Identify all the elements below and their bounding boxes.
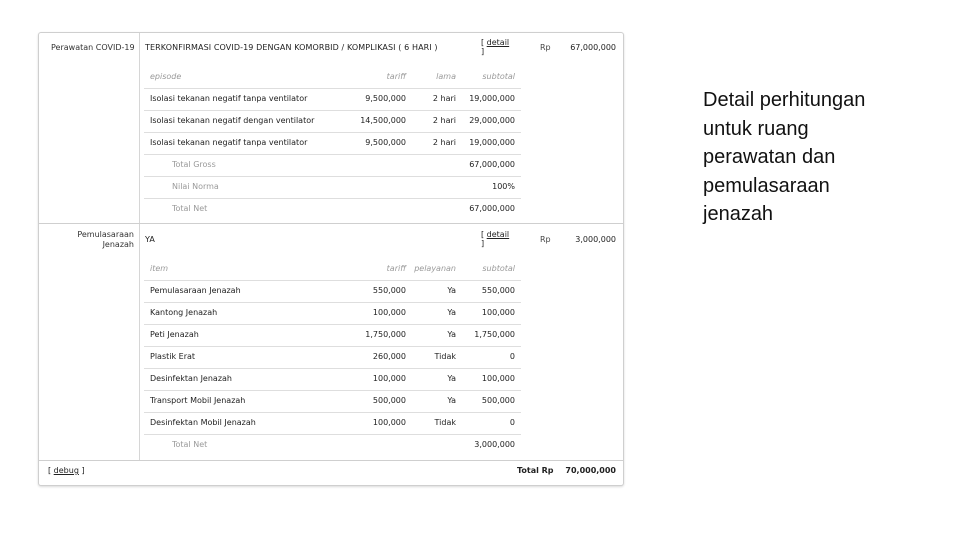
section2-label-line2: Jenazah [102,240,134,249]
section2-currency: Rp [540,235,551,244]
episode-lama: 2 hari [432,138,456,147]
bracket-close: ] [481,239,485,248]
section-divider [139,33,140,223]
item-pelayanan: Ya [447,286,456,295]
item-pelayanan: Ya [447,396,456,405]
item-name: Pemulasaraan Jenazah [150,286,241,295]
caption-line: Detail perhitungan [703,89,866,111]
section1-title: TERKONFIRMASI COVID-19 DENGAN KOMORBID / KOMPLIKASI ( 6 HARI ) [145,43,438,52]
item-tariff: 260,000 [372,352,406,361]
episode-subtotal: 19,000,000 [469,94,515,103]
header-subtotal: subtotal [482,72,515,81]
summary-row-total-net [144,434,521,456]
item-tariff: 550,000 [372,286,406,295]
table-row [144,110,521,133]
item-name: Transport Mobil Jenazah [150,396,246,405]
section1-label: Perawatan COVID-19 [51,43,135,52]
header-tariff: tariff [386,72,406,81]
header-subtotal: subtotal [482,264,515,273]
bracket-open: [ [481,230,485,239]
claim-detail-panel [38,32,624,486]
section-separator [39,223,623,224]
item-pelayanan: Ya [447,308,456,317]
episode-tariff: 9,500,000 [365,94,406,103]
table-row [144,302,521,325]
summary-value: 3,000,000 [474,440,515,449]
summary-row-total-gross [144,154,521,177]
bracket-open: [ [481,38,485,47]
caption-line: untuk ruang [703,117,809,140]
episode-name: Isolasi tekanan negatif dengan ventilator [150,116,315,125]
item-tariff: 100,000 [372,374,406,383]
summary-row-total-net [144,198,521,220]
header-pelayanan: pelayanan [414,264,456,273]
header-item: item [150,264,169,273]
episode-tariff: 9,500,000 [365,138,406,147]
table-row [144,132,521,155]
summary-label: Total Net [172,440,208,449]
item-subtotal: 100,000 [481,308,515,317]
item-tariff: 500,000 [372,396,406,405]
episode-tariff: 14,500,000 [360,116,406,125]
item-subtotal: 100,000 [481,374,515,383]
section2-title: YA [145,235,155,244]
episode-lama: 2 hari [432,116,456,125]
table-row [144,88,521,111]
summary-label: Total Net [172,204,208,213]
section2-amount: 3,000,000 [575,235,616,244]
item-subtotal: 1,750,000 [474,330,515,339]
section1-detail-wrap [481,38,509,56]
table-row [144,412,521,435]
table-row [144,324,521,347]
episode-lama: 2 hari [432,94,456,103]
item-subtotal: 500,000 [481,396,515,405]
item-name: Desinfektan Mobil Jenazah [150,418,256,427]
bracket-open: [ [48,466,52,475]
summary-label: Nilai Norma [172,182,219,191]
item-pelayanan: Ya [447,330,456,339]
header-lama: lama [436,72,456,81]
section1-detail-link[interactable]: detail [486,38,510,47]
table-row [144,280,521,303]
item-tariff: 100,000 [372,418,406,427]
episode-subtotal: 29,000,000 [469,116,515,125]
item-subtotal: 0 [509,352,515,361]
table-header [144,66,521,89]
grand-total-label: Total Rp [517,466,554,475]
section-divider [139,224,140,460]
header-episode: episode [150,72,182,81]
section2-detail-link[interactable]: detail [486,230,510,239]
episode-name: Isolasi tekanan negatif tanpa ventilator [150,138,308,147]
caption-line: perawatan dan [703,146,836,168]
table-row [144,346,521,369]
debug-link[interactable]: debug [53,466,79,475]
episode-subtotal: 19,000,000 [469,138,515,147]
item-pelayanan: Ya [447,374,456,383]
section1-amount: 67,000,000 [570,43,616,52]
caption-line: jenazah [703,203,774,225]
table-header [144,258,521,281]
item-pelayanan: Tidak [434,352,456,361]
summary-label: Total Gross [172,160,216,169]
slide-caption [703,86,933,229]
item-pelayanan: Tidak [434,418,456,427]
item-tariff: 1,750,000 [365,330,406,339]
summary-row-nilai-norma [144,176,521,199]
section2-label [47,230,134,250]
section1-currency: Rp [540,43,551,52]
bracket-close: ] [81,466,85,475]
caption-line: pemulasaraan [703,174,830,197]
section2-label-line1: Pemulasaraan [77,230,134,239]
episode-name: Isolasi tekanan negatif tanpa ventilator [150,94,308,103]
item-subtotal: 550,000 [481,286,515,295]
summary-value: 67,000,000 [469,160,515,169]
table-row [144,390,521,413]
item-name: Peti Jenazah [150,330,199,339]
table-row [144,368,521,391]
bracket-close: ] [481,47,485,56]
footer-debug-wrap [48,466,85,475]
item-name: Desinfektan Jenazah [150,374,232,383]
item-name: Plastik Erat [150,352,196,361]
item-tariff: 100,000 [372,308,406,317]
header-tariff: tariff [386,264,406,273]
grand-total-value: 70,000,000 [565,466,616,475]
item-subtotal: 0 [509,418,515,427]
section2-detail-wrap [481,230,509,248]
footer-separator [39,460,623,461]
summary-value: 67,000,000 [469,204,515,213]
item-name: Kantong Jenazah [150,308,218,317]
summary-value: 100% [492,182,515,191]
